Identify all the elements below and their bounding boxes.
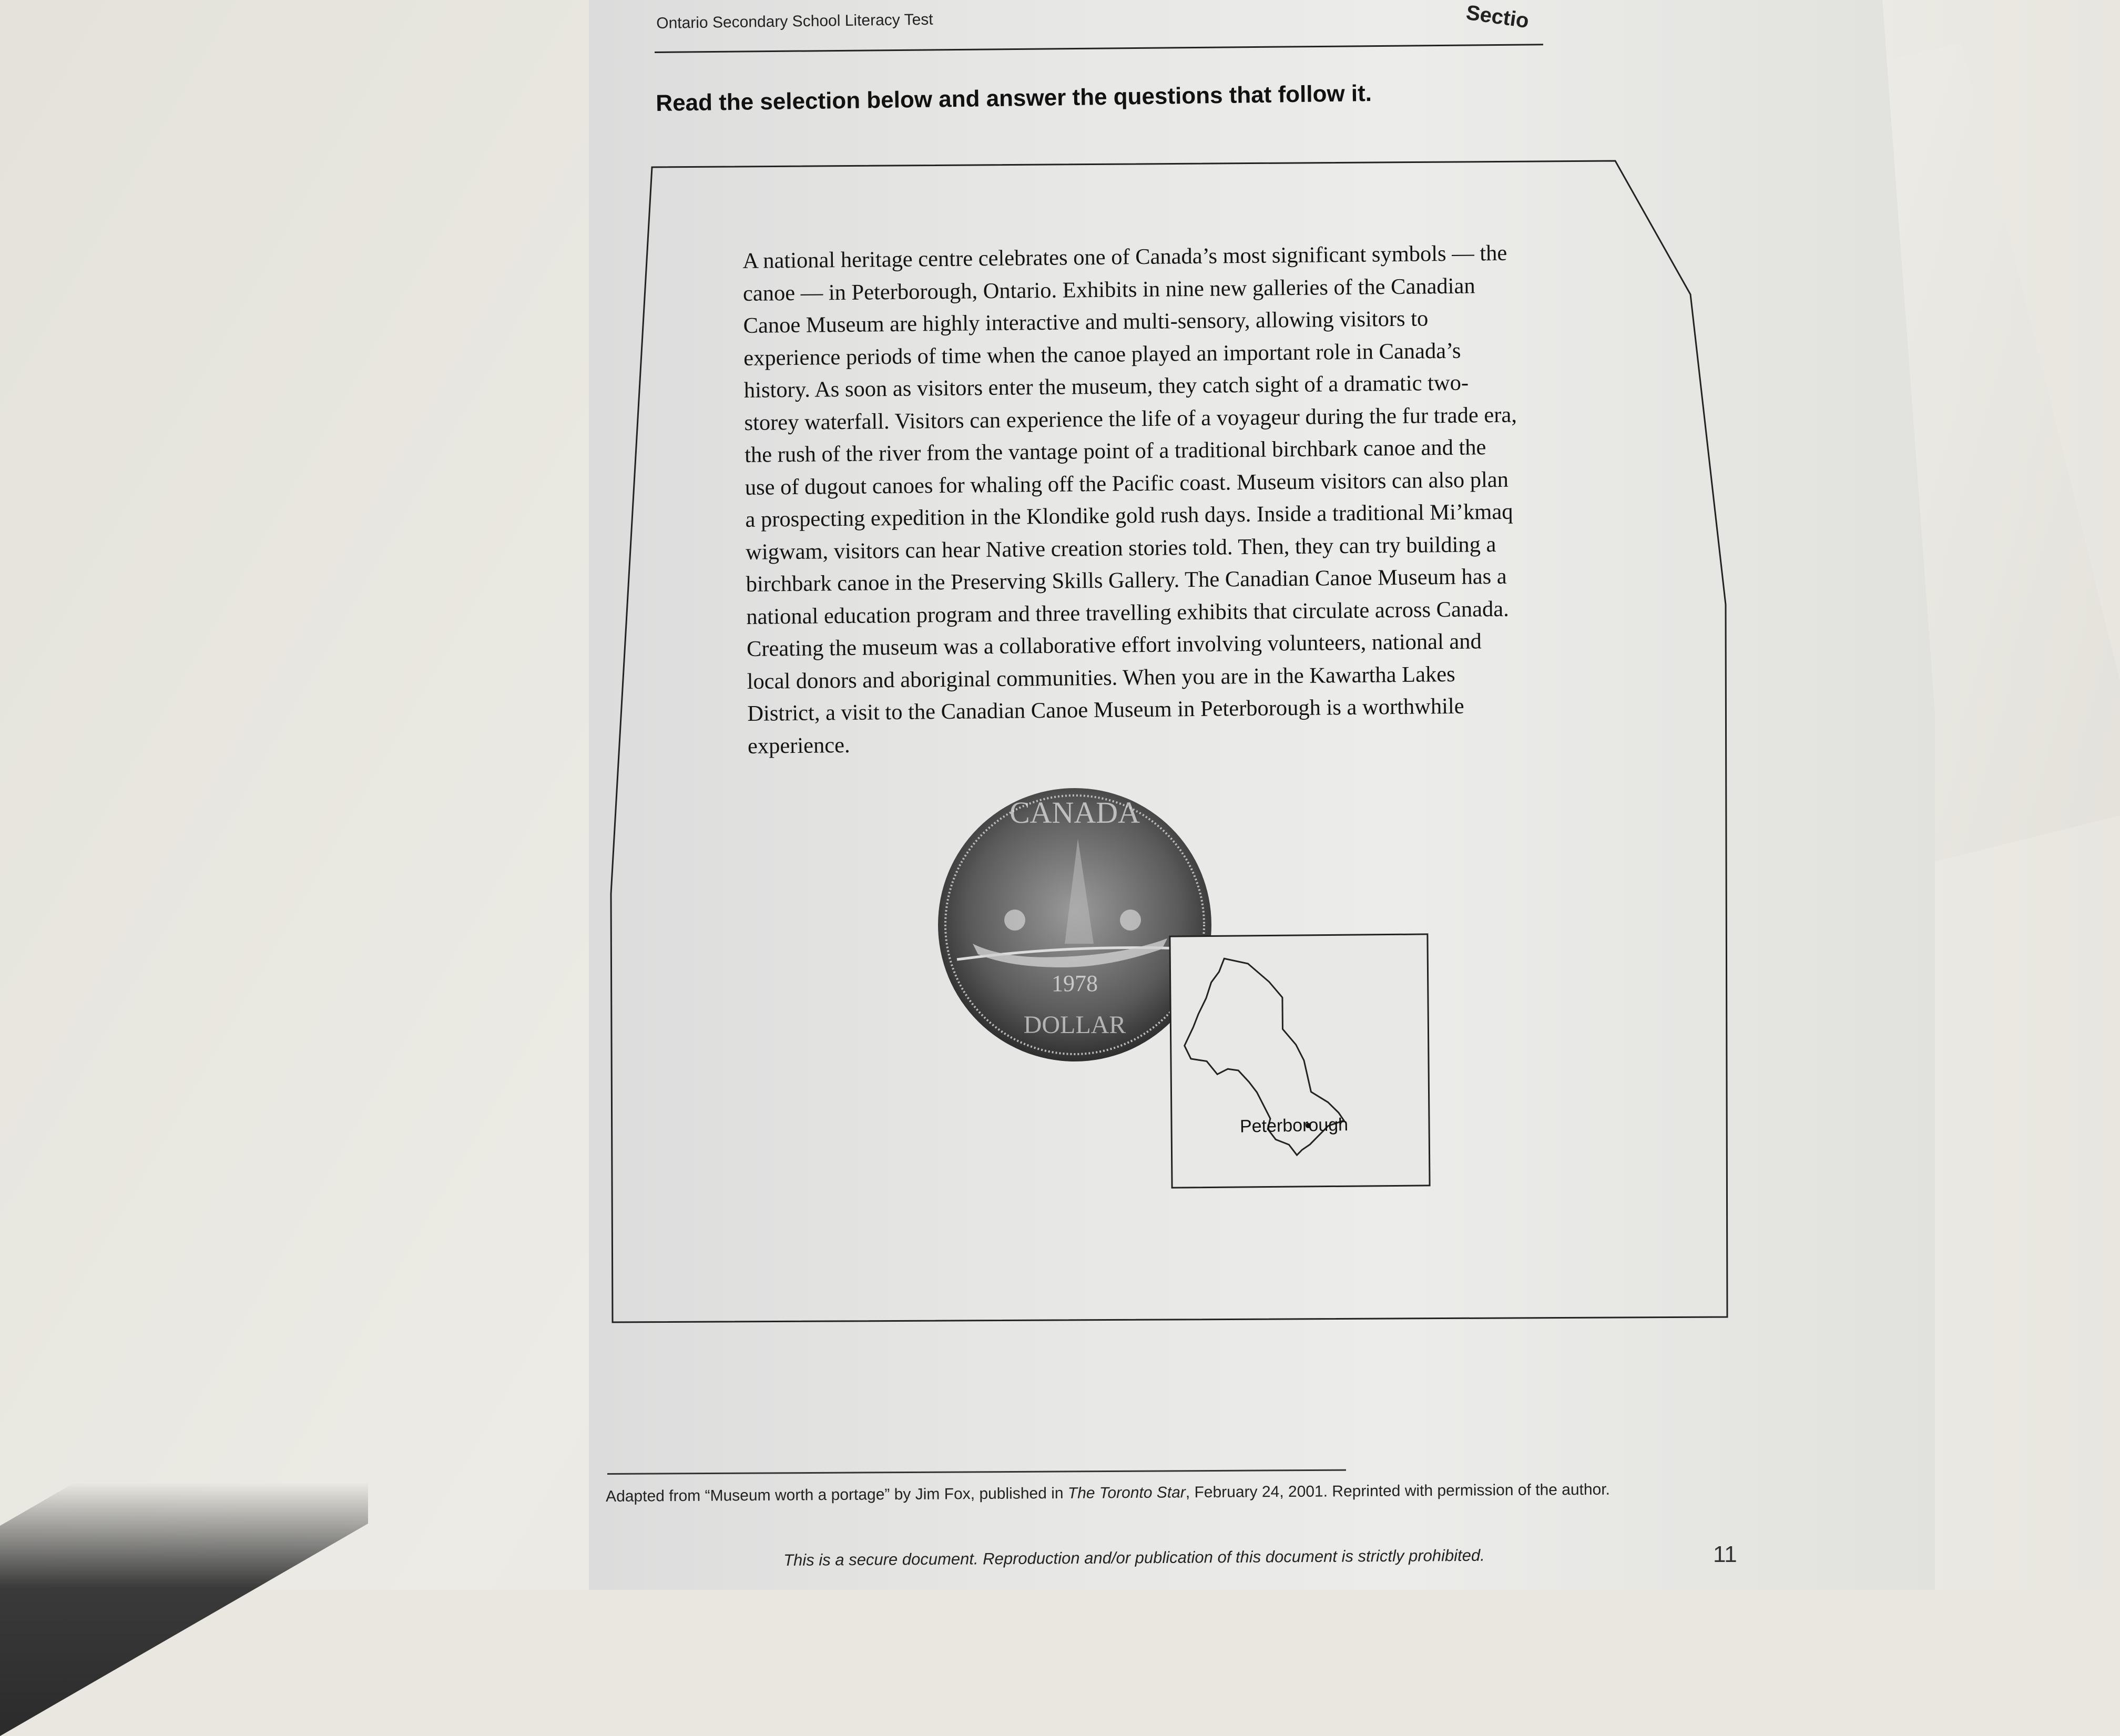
page-number: 11 [1713,1541,1737,1567]
passage-line: experience. [747,732,850,759]
coin-year: 1978 [1052,971,1098,996]
passage-line: local donors and aboriginal communities. When you are in the Kawartha Lakes [747,661,1455,694]
passage-line: Creating the museum was a collaborative effort involving volunteers, national and [746,629,1482,661]
passage-text [742,236,1626,762]
passage-line: wigwam, visitors can hear Native creation stories told. Then, they can try building a [745,532,1496,565]
passage-line: Canoe Museum are highly interactive and multi-sensory, allowing visitors to [743,306,1429,338]
passage-line: a prospecting expedition in the Klondike gold rush days. Inside a traditional Mi’kmaq [745,499,1513,532]
coin-bottom-text: DOLLAR [1023,1011,1126,1039]
passage-line: national education program and three travelling exhibits that circulate across Canada. [746,596,1509,629]
passage-line: birchbark canoe in the Preserving Skills Gallery. The Canadian Canoe Museum has a [746,564,1507,597]
source-prefix: Adapted from “Museum worth a portage” by Jim Fox, published in [606,1484,1068,1505]
secure-notice: This is a secure document. Reproduction and/or publication of this document is strictly prohibited. [783,1546,1485,1569]
source-publication: The Toronto Star [1067,1484,1186,1502]
instruction-text: Read the selection below and answer the questions that follow it. [656,80,1372,116]
passage-line: District, a visit to the Canadian Canoe Museum in Peterborough is a worthwhile [747,693,1464,726]
passage-line: experience periods of time when the canoe played an important role in Canada’s [743,338,1461,371]
source-suffix: , February 24, 2001. Reprinted with permission of the author. [1185,1480,1611,1502]
map-label-peterborough: Peterborough [1239,1115,1349,1137]
passage-line: the rush of the river from the vantage point of a traditional birchbark canoe and the [744,435,1486,467]
coin-top-text: CANADA [1009,795,1140,830]
header-title: Ontario Secondary School Literacy Test [656,11,933,32]
passage-line: storey waterfall. Visitors can experience the life of a voyageur during the fur trade era, [744,402,1517,435]
header-section-label: Sectio [1464,1,1531,33]
ontario-map-icon [1169,933,1434,1190]
passage-line: history. As soon as visitors enter the museum, they catch sight of a dramatic two- [743,370,1469,403]
passage-line: A national heritage centre celebrates one of Canada’s most significant symbols — the [742,240,1507,273]
passage-line: use of dugout canoes for whaling off the Pacific coast. Museum visitors can also plan [745,467,1509,500]
passage-line: canoe — in Peterborough, Ontario. Exhibits in nine new galleries of the Canadian [742,273,1475,306]
